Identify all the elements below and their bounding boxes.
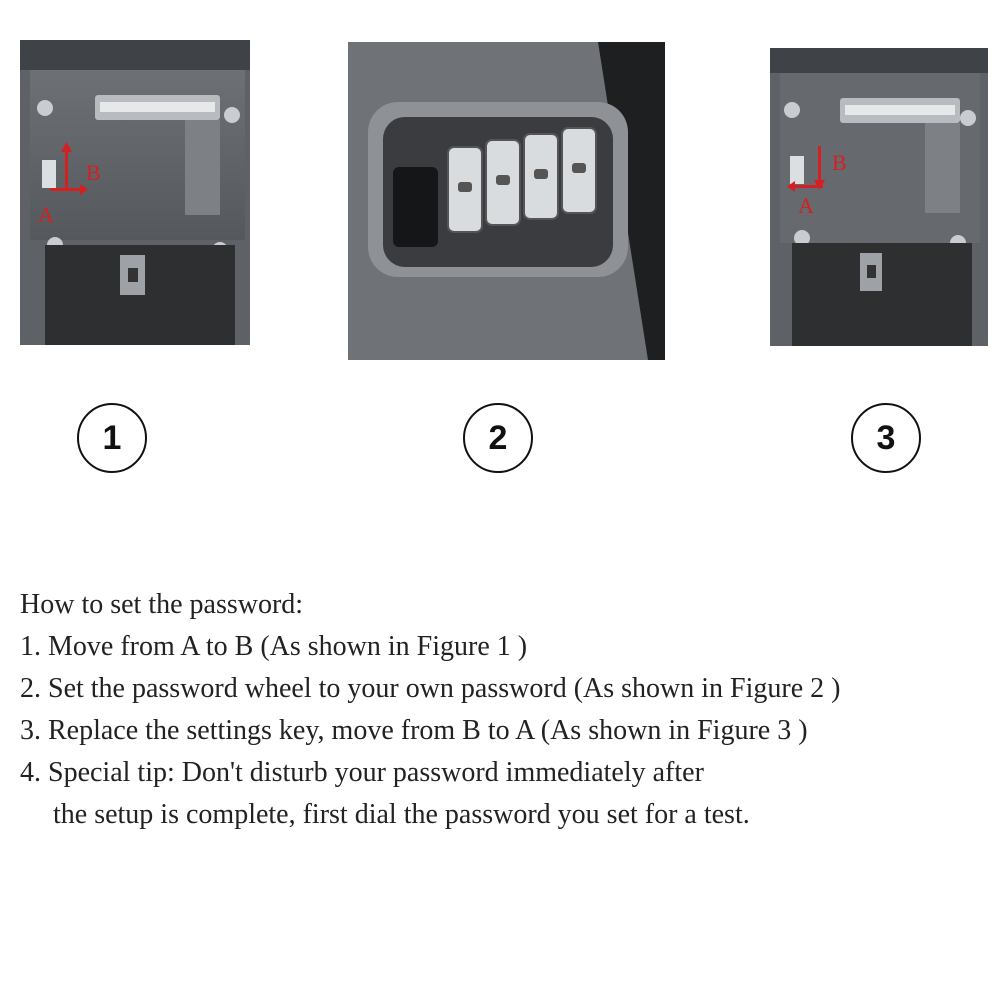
figure-1-marker-b: B — [86, 160, 101, 185]
instruction-step-4-line-2: the setup is complete, first dial the password you set for a test. — [53, 799, 750, 830]
instruction-step-3: 3. Replace the settings key, move from B to A (As shown in Figure 3 ) — [20, 715, 808, 746]
figure-2-number: 2 — [463, 403, 533, 473]
figure-1-photo — [20, 40, 250, 345]
figure-3-marker-a: A — [798, 193, 814, 218]
figure-2-photo — [348, 42, 665, 360]
figure-3-number: 3 — [851, 403, 921, 473]
instruction-step-1: 1. Move from A to B (As shown in Figure 1 ) — [20, 631, 528, 662]
instruction-step-4-line-1: 4. Special tip: Don't disturb your password immediately after — [20, 757, 704, 788]
instructions-heading: How to set the password: — [20, 589, 304, 620]
instruction-step-2: 2. Set the password wheel to your own password (As shown in Figure 2 ) — [20, 673, 841, 704]
figure-3-photo — [770, 48, 988, 346]
password-instructions — [20, 584, 990, 836]
figure-1-marker-a: A — [38, 202, 54, 227]
figure-3-marker-b: B — [832, 150, 847, 175]
figure-1-number: 1 — [77, 403, 147, 473]
